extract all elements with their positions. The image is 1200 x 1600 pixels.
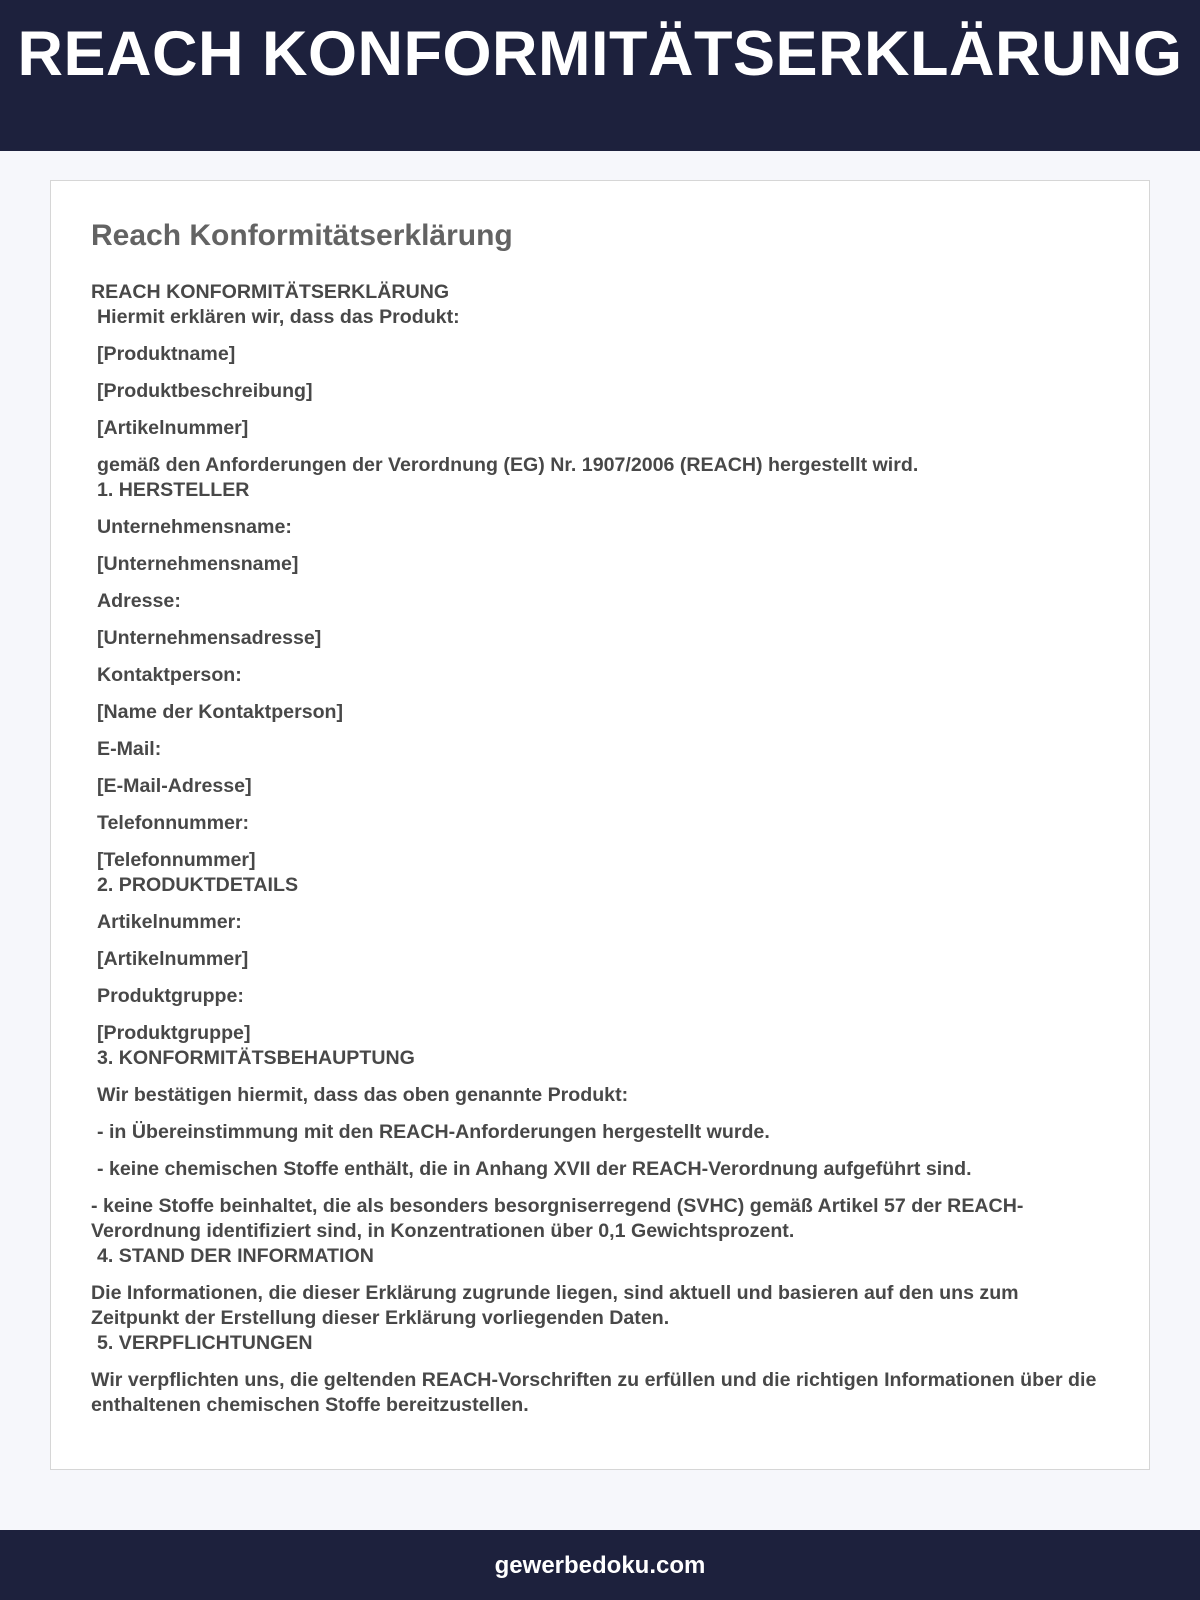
intro-line: Hiermit erklären wir, dass das Produkt: — [97, 306, 460, 328]
contact-person-label: Kontaktperson: — [97, 664, 242, 686]
page-footer — [0, 1530, 1200, 1600]
company-name-label: Unternehmensname: — [97, 516, 292, 538]
document-body — [91, 280, 1109, 1418]
obligations-text: Wir verpflichten uns, die geltenden REACH-Vorschriften zu erfüllen und die richtigen Informationen über die enthaltenen chemischen Stoffe bereitzustellen. — [91, 1369, 1097, 1416]
conformity-intro: Wir bestätigen hiermit, dass das oben genannte Produkt: — [97, 1084, 629, 1106]
header-title: REACH KONFORMITÄTSERKLÄRUNG — [17, 19, 1183, 89]
product-group-placeholder: [Produktgruppe] — [97, 1022, 251, 1044]
section-heading-manufacturer: 1. HERSTELLER — [97, 479, 250, 501]
email-label: E-Mail: — [97, 738, 162, 760]
document-title: Reach Konformitätserklärung — [91, 219, 513, 252]
conformity-item: - keine Stoffe beinhaltet, die als besonders besorgniserregend (SVHC) gemäß Artikel 57 der REACH-Verordnung identifiziert sind, in Konzentrationen über 0,1 Gewichtsprozent. — [91, 1195, 1024, 1242]
email-placeholder: [E-Mail-Adresse] — [97, 775, 252, 797]
section-heading-information-status: 4. STAND DER INFORMATION — [97, 1245, 374, 1267]
section-heading-obligations: 5. VERPFLICHTUNGEN — [97, 1332, 313, 1354]
article-number-label: Artikelnummer: — [97, 911, 242, 933]
conformity-item: - keine chemischen Stoffe enthält, die in Anhang XVII der REACH-Verordnung aufgeführt sind. — [97, 1158, 972, 1180]
product-description-placeholder: [Produktbeschreibung] — [97, 380, 313, 402]
page-header — [0, 0, 1200, 151]
document-card — [50, 180, 1150, 1470]
address-label: Adresse: — [97, 590, 181, 612]
information-status-text: Die Informationen, die dieser Erklärung zugrunde liegen, sind aktuell und basieren auf den uns zum Zeitpunkt der Erstellung dieser Erklärung vorliegenden Daten. — [91, 1282, 1019, 1329]
section-heading-conformity: 3. KONFORMITÄTSBEHAUPTUNG — [97, 1047, 415, 1069]
phone-placeholder: [Telefonnummer] — [97, 849, 256, 871]
article-number-placeholder: [Artikelnummer] — [97, 417, 249, 439]
doc-heading: REACH KONFORMITÄTSERKLÄRUNG — [91, 281, 450, 303]
address-placeholder: [Unternehmensadresse] — [97, 627, 322, 649]
regulation-statement: gemäß den Anforderungen der Verordnung (EG) Nr. 1907/2006 (REACH) hergestellt wird. — [97, 454, 919, 476]
section-heading-product-details: 2. PRODUKTDETAILS — [97, 874, 299, 896]
company-name-placeholder: [Unternehmensname] — [97, 553, 299, 575]
contact-person-placeholder: [Name der Kontaktperson] — [97, 701, 344, 723]
footer-site-link[interactable]: gewerbedoku.com — [494, 1552, 706, 1579]
article-number-value-placeholder: [Artikelnummer] — [97, 948, 249, 970]
phone-label: Telefonnummer: — [97, 812, 250, 834]
conformity-item: - in Übereinstimmung mit den REACH-Anforderungen hergestellt wurde. — [97, 1121, 770, 1143]
product-name-placeholder: [Produktname] — [97, 343, 236, 365]
product-group-label: Produktgruppe: — [97, 985, 244, 1007]
